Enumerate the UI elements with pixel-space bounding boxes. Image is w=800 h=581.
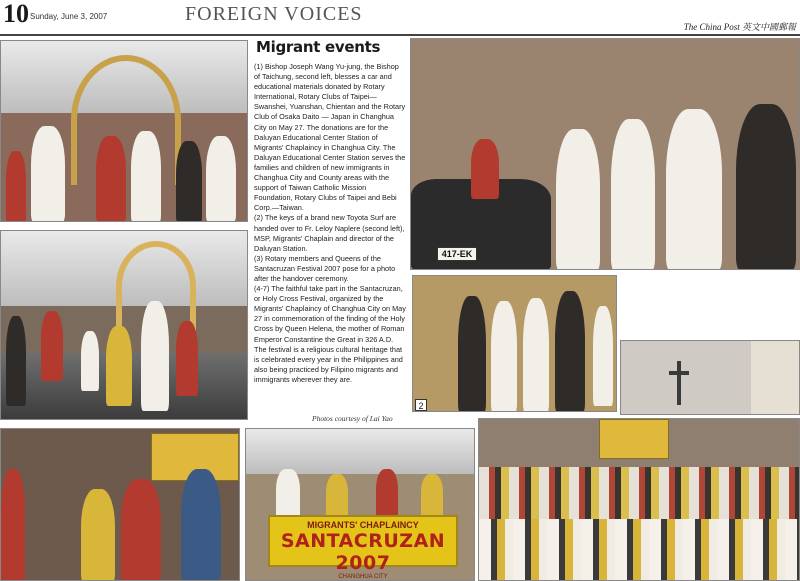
photo-bishop-blessing bbox=[410, 38, 800, 270]
license-plate: 417-EK bbox=[437, 247, 477, 261]
article-headline: Migrant events bbox=[256, 38, 381, 56]
photo-crucifix bbox=[620, 340, 800, 415]
newspaper-name: The China Post 英文中國郵報 bbox=[683, 22, 796, 32]
photo-key-handover bbox=[412, 275, 617, 412]
article-paragraph: (2) The keys of a brand new Toyota Surf are handed over to Fr. Leloy Naplere (second left), MSP, Migrants' Chaplain and director of the Daluyan Station. bbox=[254, 213, 405, 253]
banner-line-3: CHANGHUA CITY bbox=[338, 574, 388, 580]
photo-group bbox=[478, 418, 800, 581]
photo-procession-float bbox=[0, 230, 248, 420]
masthead bbox=[0, 0, 800, 30]
photo-dancers bbox=[0, 428, 240, 581]
photo-procession-arch bbox=[0, 40, 248, 222]
photo-number-badge: 2 bbox=[415, 399, 427, 411]
article-body bbox=[254, 62, 406, 385]
article-paragraph: (1) Bishop Joseph Wang Yu-jung, the Bishop of Taichung, second left, blesses a car and educational materials donated by Rotary International, Rotary Clubs of Taipei—Swanshei, Yuanshan, Chientan and the Rotary Club of Osaka Daito — Japan in Changhua City on May 27. The donations are for the Daluyan Educational Center Station of Migrants' Chaplaincy in Changhua City. The Daluyan Educational Center Station serves the families and children of new immigrants in Changhua City and County areas with the support of Taiwan Catholic Mission Foundation, Rotary Clubs of Taipei and Bebi Corp.—Taiwan. bbox=[254, 62, 406, 213]
festival-banner bbox=[268, 515, 458, 580]
article bbox=[254, 38, 406, 420]
photo-credit: Photos courtesy of Lai Yao bbox=[312, 414, 393, 423]
banner-line-2: SANTACRUZAN 2007 bbox=[280, 530, 446, 574]
photo-santacruzan-banner bbox=[245, 428, 475, 581]
section-title: FOREIGN VOICES bbox=[185, 3, 363, 25]
masthead-rule bbox=[0, 34, 800, 36]
article-paragraph: (3) Rotary members and Queens of the Santacruzan Festival 2007 pose for a photo after the handover ceremony. bbox=[254, 253, 396, 283]
banner-line-1: MIGRANTS' CHAPLAINCY bbox=[307, 520, 419, 530]
dateline: Sunday, June 3, 2007 bbox=[30, 12, 108, 21]
page-number: 10 bbox=[3, 0, 29, 28]
article-paragraph: (4-7) The faithful take part in the Santacruzan, or Holy Cross Festival, organized by the Migrants' Chaplaincy of Changhua City on May 27 in commemoration of the finding of the Holy Cross by Queen Helena, the mother of Roman Emperor Constantine the Great in 326 A.D. The festival is a religious cultural heritage that is celebrated every year in the Philippines and also being practiced by Filipino migrants and immigrants wherever they are. bbox=[254, 284, 406, 384]
